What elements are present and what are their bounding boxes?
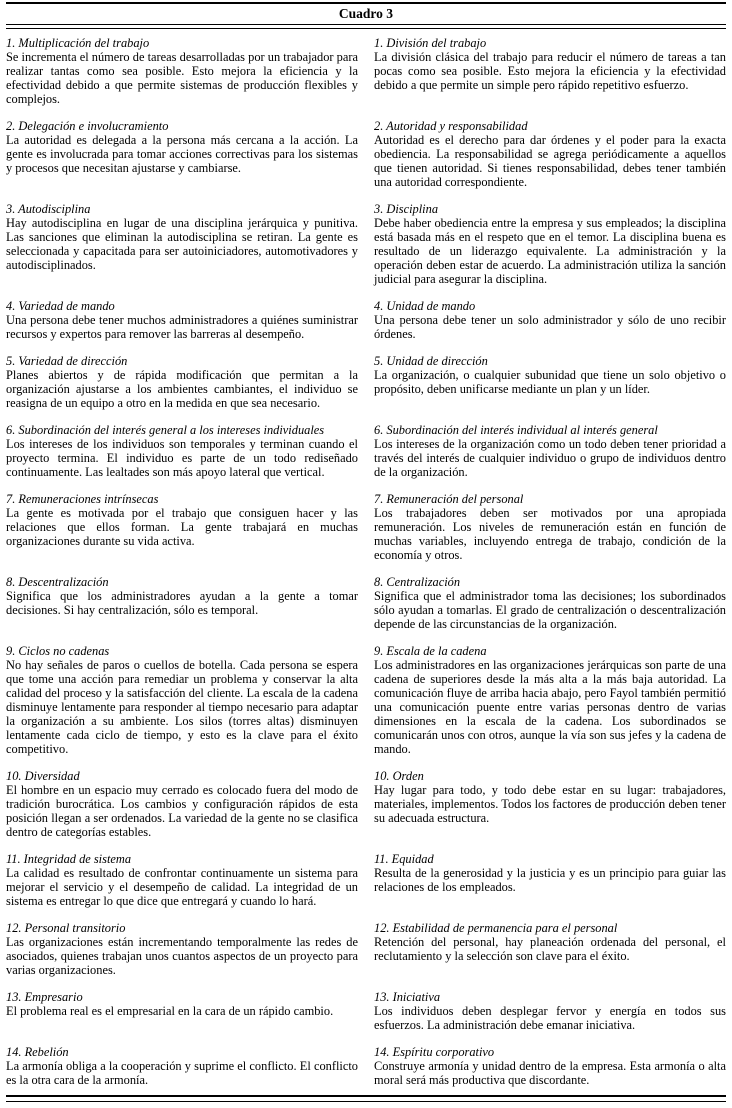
table-cell-left — [6, 1045, 358, 1087]
item-heading: 14. Espíritu corporativo — [374, 1045, 495, 1059]
table-cell-right — [374, 769, 726, 839]
item-body: Resulta de la generosidad y la justicia y es un principio para guiar las relaciones de los empleados. — [374, 866, 726, 894]
table-cell-right — [374, 990, 726, 1032]
item-heading: 3. Disciplina — [374, 202, 439, 216]
item-body: Los individuos deben desplegar fervor y energía en todos sus esfuerzos. La administración debe emanar iniciativa. — [374, 1004, 726, 1032]
item-body: Autoridad es el derecho para dar órdenes y el poder para la exacta obediencia. La responsabilidad se agrega periódicamente a aquellos que tienen autoridad. Si tienes responsabilidad, debes tener también una autoridad correspondiente. — [374, 133, 726, 189]
item-body: Significa que el administrador toma las decisiones; los subordinados sólo ayudan a tomarlas. El grado de centralización o descentralización depende de las circunstancias de la organización. — [374, 589, 726, 631]
table-cell-left — [6, 36, 358, 106]
item-body: Planes abiertos y de rápida modificación que permitan a la organización ajustarse a los ambientes cambiantes, el individuo se reasigna de un equipo a otro en la medida en que sea necesario. — [6, 368, 358, 410]
item-heading: 8. Descentralización — [6, 575, 109, 589]
table-cell-left — [6, 354, 358, 410]
item-body: Las organizaciones están incrementando temporalmente las redes de asociados, quienes trabajan unos cuantos aspectos de un proyecto para varias organizaciones. — [6, 935, 358, 977]
item-heading: 13. Iniciativa — [374, 990, 441, 1004]
table-cell-left — [6, 119, 358, 189]
table-cell-right — [374, 575, 726, 631]
item-heading: 7. Remuneraciones intrínsecas — [6, 492, 159, 506]
item-heading: 3. Autodisciplina — [6, 202, 91, 216]
item-body: Una persona debe tener muchos administradores a quiénes suministrar recursos y expertos para remover las barreras al desempeño. — [6, 313, 358, 341]
item-body: Los trabajadores deben ser motivados por una apropiada remuneración. Los niveles de remuneración están en función de muchas variables, incluyendo entrega de trabajo, condición de la economía y otros. — [374, 506, 726, 562]
table-cell-right — [374, 36, 726, 106]
item-body: La organización, o cualquier subunidad que tiene un solo objetivo o propósito, deben unificarse mediante un plan y un líder. — [374, 368, 726, 396]
table-cell-right — [374, 492, 726, 562]
table-cell-left — [6, 990, 358, 1032]
table-cell-left — [6, 769, 358, 839]
item-heading: 10. Diversidad — [6, 769, 80, 783]
table-cell-left — [6, 644, 358, 756]
item-body: La autoridad es delegada a la persona más cercana a la acción. La gente es involucrada para tomar acciones correctivas para los sistemas y procesos que necesitan ajustarse y cambiarse. — [6, 133, 358, 175]
table-cell-left — [6, 852, 358, 908]
table-cell-left — [6, 423, 358, 479]
item-heading: 9. Ciclos no cadenas — [6, 644, 110, 658]
item-body: La armonía obliga a la cooperación y suprime el conflicto. El conflicto es la otra cara de la armonía. — [6, 1059, 358, 1087]
table-cell-right — [374, 423, 726, 479]
item-body: Retención del personal, hay planeación ordenada del personal, el reclutamiento y la selección son clave para el éxito. — [374, 935, 726, 963]
item-heading: 12. Personal transitorio — [6, 921, 126, 935]
item-heading: 9. Escala de la cadena — [374, 644, 487, 658]
item-body: El hombre en un espacio muy cerrado es colocado fuera del modo de tradición burocrática. Los cambios y configuración rápidos de esta posición llegan a ser ordenados. La variedad de la gente no se clasifica dentro de categorías estables. — [6, 783, 358, 839]
item-body: Hay autodisciplina en lugar de una disciplina jerárquica y punitiva. Las sanciones que eliminan la autodisciplina se retiran. La gente es seleccionada y capacitada para ser autoiniciadores, automotivadores y autodisciplinados. — [6, 216, 358, 272]
document-page — [0, 2, 732, 1106]
item-heading: 4. Variedad de mando — [6, 299, 115, 313]
table-cell-left — [6, 492, 358, 562]
item-body: Los administradores en las organizaciones jerárquicas son parte de una cadena de superiores desde la más alta a la más baja autoridad. La comunicación fluye de arriba hacia abajo, pero Fayol también permitió una comunicación puente entre varias personas dentro de varias dimensiones en la escala de la cadena. Los subordinados se comunicarán unos con otros, aunque la vía son sus jefes y la cadena de mando. — [374, 658, 726, 756]
item-body: Debe haber obediencia entre la empresa y sus empleados; la disciplina está basada más en el respeto que en el temor. La disciplina buena es resultado de un liderazgo equivalente. La administración y la operación deben estar de acuerdo. La administración utiliza la sanción judicial para asegurar la disciplina. — [374, 216, 726, 286]
item-body: Los intereses de la organización como un todo deben tener prioridad a través del interés de cualquier individuo o grupo de individuos dentro de la organización. — [374, 437, 726, 479]
principles-table — [6, 36, 726, 1087]
item-body: No hay señales de paros o cuellos de botella. Cada persona se espera que tome una acción para remediar un problema y conservar la alta calidad del proceso y la satisfacción del cliente. La escala de la cadena disminuye lentamente para responder al tiempo necesario para adaptar la organización a su ambiente. Los silos (torres altas) disminuyen lentamente cada ciclo de tiempo, y esto es la clave para el éxito competitivo. — [6, 658, 358, 756]
item-heading: 4. Unidad de mando — [374, 299, 476, 313]
item-body: Se incrementa el número de tareas desarrolladas por un trabajador para realizar tantas como sea posible. Esto mejora la eficiencia y la efectividad debido a que permite sistemas de producción flexibles y complejos. — [6, 50, 358, 106]
item-body: La calidad es resultado de confrontar continuamente un sistema para mejorar el servicio y el desempeño de calidad. La integridad de un sistema es entregar lo que dice que entregará y cuando lo hará. — [6, 866, 358, 908]
table-cell-left — [6, 921, 358, 977]
item-heading: 1. División del trabajo — [374, 36, 487, 50]
item-body: Hay lugar para todo, y todo debe estar en su lugar: trabajadores, materiales, implementos. Todos los factores de producción deben tener su adecuada estructura. — [374, 783, 726, 825]
table-cell-right — [374, 202, 726, 286]
table-cell-right — [374, 1045, 726, 1087]
item-heading: 5. Unidad de dirección — [374, 354, 488, 368]
top-rule — [6, 2, 726, 4]
table-cell-left — [6, 575, 358, 631]
item-body: Una persona debe tener un solo administrador y sólo de uno recibir órdenes. — [374, 313, 726, 341]
item-heading: 2. Delegación e involucramiento — [6, 119, 169, 133]
table-cell-right — [374, 299, 726, 341]
item-heading: 8. Centralización — [374, 575, 461, 589]
item-heading: 6. Subordinación del interés general a los intereses individuales — [6, 423, 325, 437]
item-heading: 6. Subordinación del interés individual al interés general — [374, 423, 658, 437]
title-underline-rule — [6, 24, 726, 29]
table-cell-right — [374, 354, 726, 410]
item-heading: 5. Variedad de dirección — [6, 354, 128, 368]
item-body: La división clásica del trabajo para reducir el número de tareas a tan pocas como sea posible. Esto mejora la eficiencia y la efectividad debido a que permite un simple pero rápido repetitivo esfuerzo. — [374, 50, 726, 92]
item-body: Los intereses de los individuos son temporales y terminan cuando el proyecto termina. El individuo es parte de un todo rediseñado continuamente. Las lealtades son más apoyo lateral que vertical. — [6, 437, 358, 479]
item-body: Construye armonía y unidad dentro de la empresa. Esta armonía o alta moral será más productiva que discordante. — [374, 1059, 726, 1087]
item-heading: 13. Empresario — [6, 990, 83, 1004]
bottom-rule — [6, 1095, 726, 1102]
item-body: La gente es motivada por el trabajo que consiguen hacer y las relaciones que ellos forman. La gente trabajará en muchas organizaciones durante su vida activa. — [6, 506, 358, 548]
table-cell-right — [374, 852, 726, 908]
item-body: El problema real es el empresarial en la cara de un rápido cambio. — [6, 1004, 334, 1018]
item-heading: 11. Equidad — [374, 852, 434, 866]
item-heading: 12. Estabilidad de permanencia para el personal — [374, 921, 618, 935]
item-heading: 1. Multiplicación del trabajo — [6, 36, 150, 50]
item-heading: 14. Rebelión — [6, 1045, 69, 1059]
item-heading: 11. Integridad de sistema — [6, 852, 132, 866]
item-heading: 10. Orden — [374, 769, 424, 783]
table-cell-left — [6, 202, 358, 286]
table-cell-right — [374, 644, 726, 756]
item-heading: 7. Remuneración del personal — [374, 492, 524, 506]
item-heading: 2. Autoridad y responsabilidad — [374, 119, 528, 133]
table-cell-left — [6, 299, 358, 341]
table-cell-right — [374, 921, 726, 977]
page-title: Cuadro 3 — [338, 6, 394, 21]
table-cell-right — [374, 119, 726, 189]
item-body: Significa que los administradores ayudan a la gente a tomar decisiones. Si hay centralización, sólo es temporal. — [6, 589, 358, 617]
